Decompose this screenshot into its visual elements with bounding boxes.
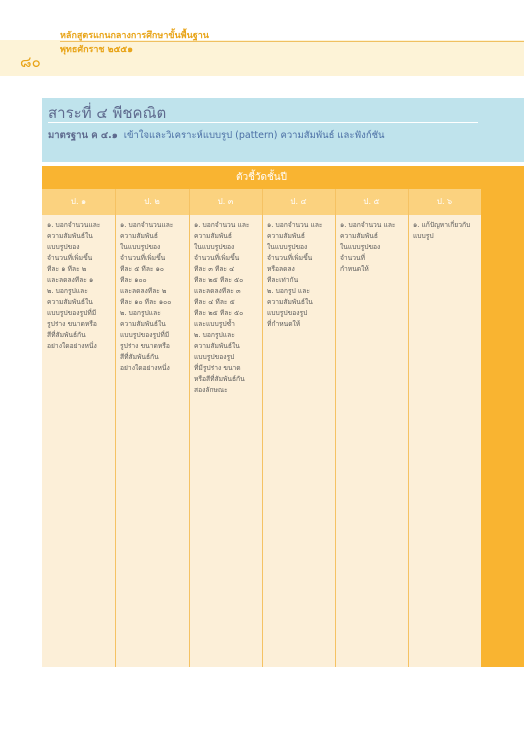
column-header-grade-2: ป. ๒ [144,197,160,206]
table-caption: ตัวชี้วัดชั้นปี [42,166,481,189]
column-header-grade-6: ป. ๖ [436,197,453,206]
column-header-grade-1: ป. ๑ [70,197,87,206]
column-header-grade-3: ป. ๓ [217,197,234,206]
column-divider [335,189,336,667]
strand-rule [48,122,478,123]
strand-title: สาระที่ ๔ พีชคณิต [48,104,167,122]
table-side-bar [481,166,524,667]
standard-text: เข้าใจและวิเคราะห์แบบรูป (pattern) ความสัมพันธ์ และฟังก์ชัน [123,130,385,141]
indicator-cell-grade-3: ๑. บอกจำนวน และ ความสัมพันธ์ ในแบบรูปของ จำนวนที่เพิ่มขึ้น ทีละ ๓ ทีละ ๔ ทีละ ๒๕ ทีละ ๕๐ และลดลงทีละ ๓ ทีละ ๔ ทีละ ๕ ทีละ ๒๕ ทีละ ๕๐ และแบบรูปซ้ำ ๒. บอกรูปและ ความสัมพันธ์ใน แบบรูปของรูป ที่มีรูปร่าง ขนาด หรือสีที่สัมพันธ์กัน สองลักษณะ [194,221,250,394]
column-divider [189,189,190,667]
book-subtitle: พุทธศักราช ๒๕๕๑ [60,45,133,55]
column-divider [408,189,409,667]
indicator-cell-grade-6: ๑. แก้ปัญหาเกี่ยวกับ แบบรูป [413,221,471,240]
column-divider [262,189,263,667]
indicator-cell-grade-4: ๑. บอกจำนวน และ ความสัมพันธ์ ในแบบรูปของ จำนวนที่เพิ่มขึ้น หรือลดลง ทีละเท่ากัน ๒. บอกรูป และ ความสัมพันธ์ใน แบบรูปของรูป ที่กำหนดให้ [267,221,323,328]
column-header-grade-5: ป. ๕ [363,197,380,206]
standard-code: มาตรฐาน ค ๔.๑ [48,130,118,141]
book-title: หลักสูตรแกนกลางการศึกษาขั้นพื้นฐาน [60,31,209,41]
indicator-cell-grade-1: ๑. บอกจำนวนและ ความสัมพันธ์ใน แบบรูปของ จำนวนที่เพิ่มขึ้น ทีละ ๑ ทีละ ๒ และลดลงทีละ ๑ ๒. บอกรูปและ ความสัมพันธ์ใน แบบรูปของรูปที่มี รูปร่าง ขนาดหรือ สีที่สัมพันธ์กัน อย่างใดอย่างหนึ่ง [47,221,101,350]
column-header-grade-4: ป. ๔ [290,197,307,206]
indicator-cell-grade-5: ๑. บอกจำนวน และ ความสัมพันธ์ ในแบบรูปของ จำนวนที่ กำหนดให้ [340,221,396,273]
column-divider [115,189,116,667]
indicator-cell-grade-2: ๑. บอกจำนวนและ ความสัมพันธ์ ในแบบรูปของ จำนวนที่เพิ่มขึ้น ทีละ ๕ ทีละ ๑๐ ทีละ ๑๐๐ และลดลงทีละ ๒ ทีละ ๑๐ ทีละ ๑๐๐ ๒. บอกรูปและ ความสัมพันธ์ใน แบบรูปของรูปที่มี รูปร่าง ขนาดหรือ สีที่สัมพันธ์กัน อย่างใดอย่างหนึ่ง [120,221,174,372]
standard-line [48,128,385,143]
page-number: ๘๐ [20,53,41,71]
